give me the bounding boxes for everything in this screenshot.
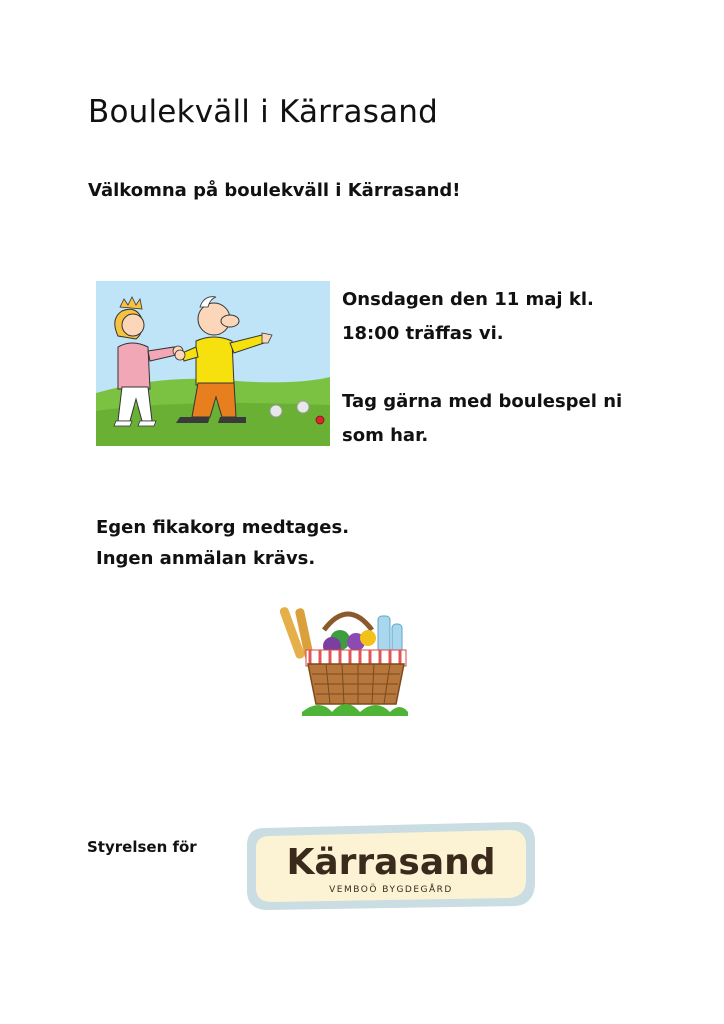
info-line: Onsdagen den 11 maj kl. (342, 289, 594, 310)
page-title: Boulekväll i Kärrasand (88, 94, 439, 130)
note-line: Ingen anmälan krävs. (96, 548, 316, 569)
boule-players-icon (96, 281, 330, 446)
karrasand-logo (244, 814, 538, 914)
event-notes (96, 512, 349, 574)
welcome-subtitle: Välkomna på boulekväll i Kärrasand! (88, 180, 461, 201)
event-info (342, 283, 662, 453)
note-line: Egen fikakorg medtages. (96, 517, 350, 538)
signature-text: Styrelsen för (87, 838, 197, 856)
logo-name: Kärrasand (286, 842, 496, 883)
logo-tagline: VEMBOÖ BYGDEGÅRD (329, 885, 453, 895)
bring-line: som har. (342, 425, 429, 446)
picnic-basket-icon (280, 600, 416, 720)
bring-line: Tag gärna med boulespel ni (342, 391, 623, 412)
info-line: 18:00 träffas vi. (342, 323, 504, 344)
